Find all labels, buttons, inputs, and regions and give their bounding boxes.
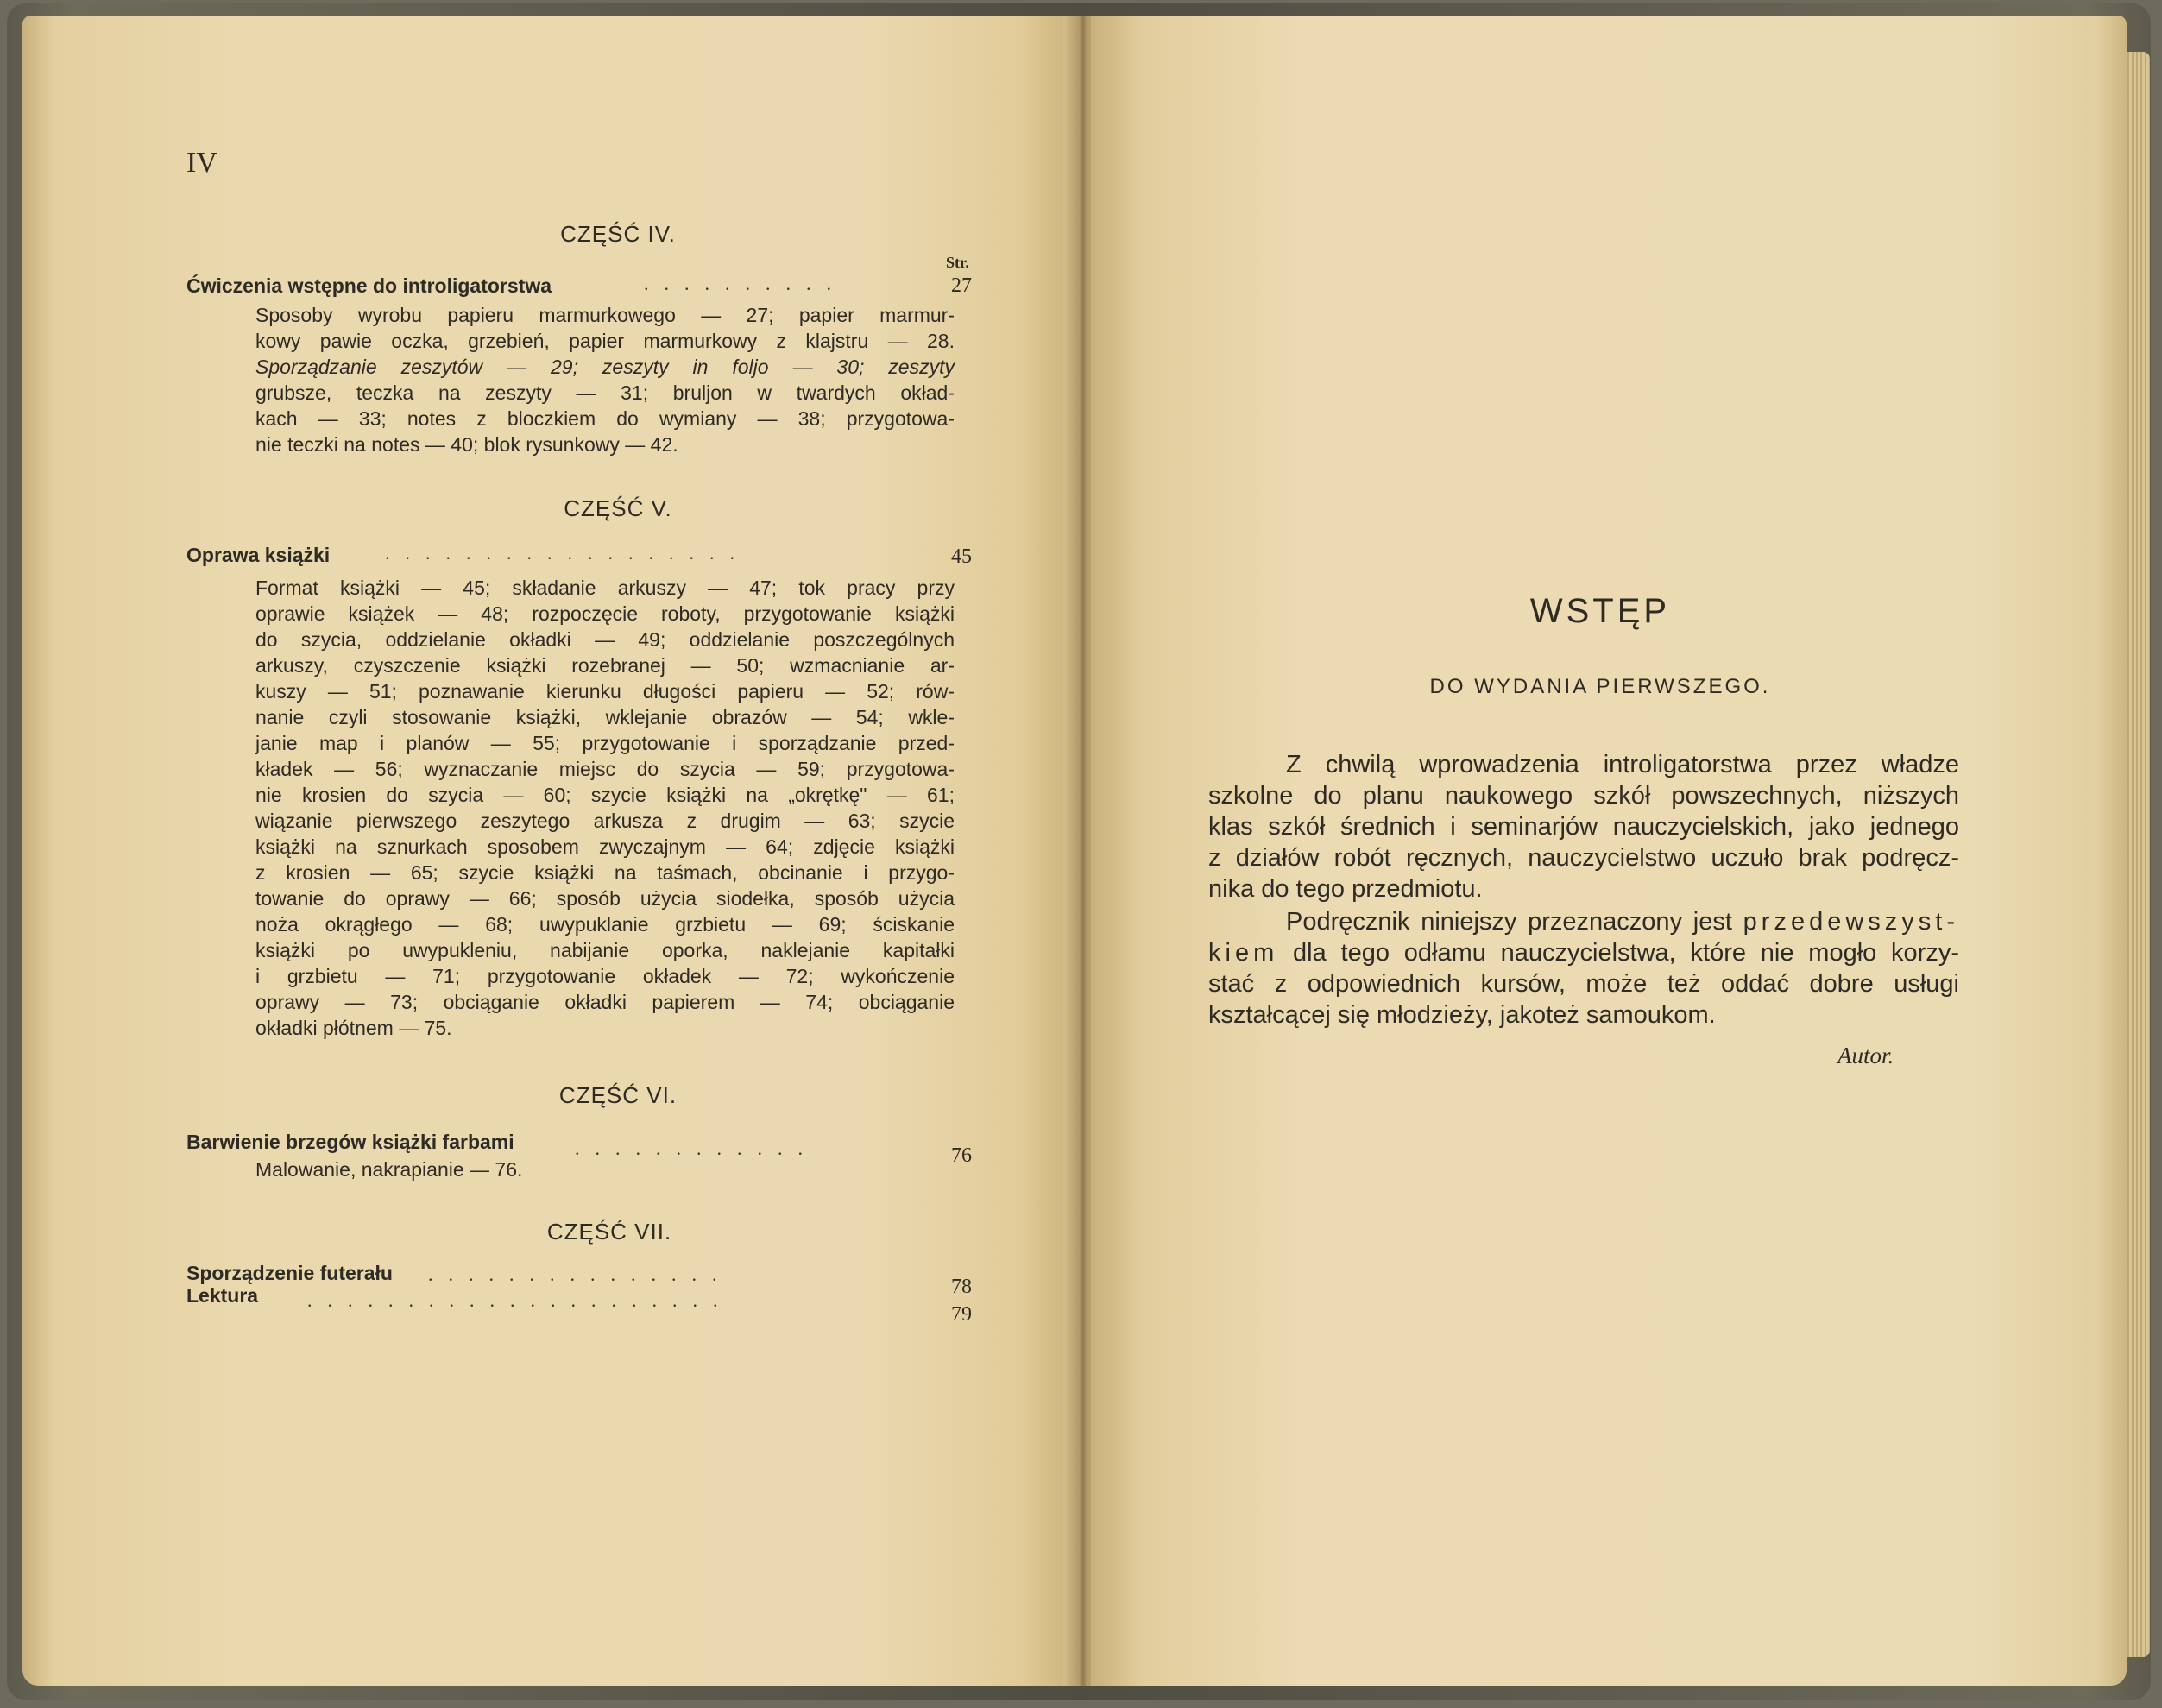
toc-line: nanie czyli stosowanie książki, wklejanie obrazów — 54; wkle- [255, 706, 955, 728]
toc-line: książki na sznurkach sposobem zwyczajnym — 64; zdjęcie książki [255, 835, 955, 858]
toc-line: noża okrągłego — 68; uwypuklanie grzbietu — 69; ściskanie [255, 913, 955, 936]
toc-subentries-vi [255, 1157, 522, 1182]
toc-line: kładek — 56; wyznaczanie miejsc do szycia — 59; przygotowa- [255, 758, 955, 780]
toc-line: grubsze, teczka na zeszyty — 31; bruljon w twardych okład- [255, 381, 955, 404]
toc-heading-lektura[interactable]: Lektura [186, 1284, 259, 1307]
toc-line: Malowanie, nakrapianie — 76. [255, 1158, 523, 1181]
toc-line: z krosien — 65; szycie książki na taśmach, obcinanie i przygo- [255, 861, 955, 884]
toc-page-76[interactable]: 76 [951, 1144, 972, 1167]
emphasis-text: kiem [1208, 939, 1279, 967]
intro-line: nika do tego przedmiotu. [1208, 875, 1483, 903]
toc-line: towanie do oprawy — 66; sposób użycia siodełka, sposób użycia [255, 887, 955, 910]
dot-leader: ............... [428, 1264, 733, 1285]
toc-line: oprawie książek — 48; rozpoczęcie roboty, przygotowanie książki [255, 602, 955, 625]
toc-page-27[interactable]: 27 [951, 274, 972, 297]
emphasis-text: przedewszyst- [1743, 908, 1959, 936]
toc-heading-cwiczenia[interactable]: Ćwiczenia wstępne do introligatorstwa [186, 274, 552, 297]
toc-line: kowy pawie oczka, grzebień, papier marmurkowy z klajstru — 28. [255, 330, 955, 352]
toc-line: kach — 33; notes z bloczkiem do wymiany — 38; przygotowa- [255, 407, 955, 430]
part-title-vii: CZĘŚĆ VII. [546, 1219, 672, 1245]
intro-paragraph-2 [1208, 906, 1959, 1030]
left-page [22, 16, 1074, 1686]
dot-leader: ..................... [307, 1289, 734, 1311]
intro-line: kształcącej się młodzieży, jakoteż samoukom. [1208, 1001, 1716, 1029]
intro-line: klas szkół średnich i seminarjów nauczycielskich, jako jednego [1208, 813, 1959, 841]
toc-heading-oprawa[interactable]: Oprawa książki [186, 544, 331, 566]
dot-leader: .......... [644, 273, 847, 294]
intro-line: Z chwilą wprowadzenia introligatorstwa przez władze [1286, 751, 1959, 778]
toc-line: Format książki — 45; składanie arkuszy — 47; tok pracy przy [255, 577, 955, 599]
intro-line: stać z odpowiednich kursów, może też oddać dobre usługi [1208, 970, 1959, 998]
part-title-vi: CZĘŚĆ VI. [558, 1082, 678, 1108]
toc-subentries-v [255, 575, 955, 1041]
part-title-v: CZĘŚĆ V. [564, 495, 672, 521]
toc-line: Sposoby wyrobu papieru marmurkowego — 27; papier marmur- [255, 304, 955, 326]
toc-heading-futeral[interactable]: Sporządzenie futerału [186, 1262, 393, 1284]
intro-line [1208, 937, 1959, 968]
toc-line: książki po uwypukleniu, nabijanie oporka, naklejanie kapitałki [255, 939, 955, 961]
page-number: IV [186, 147, 217, 179]
author-signature: Autor. [1837, 1043, 1894, 1068]
toc-line: i grzbietu — 71; przygotowanie okładek — 72; wykończenie [255, 965, 955, 987]
intro-paragraph-1 [1208, 749, 1959, 904]
dot-leader: ............ [575, 1138, 818, 1159]
toc-line: do szycia, oddzielanie okładki — 49; oddzielanie poszczególnych [255, 628, 955, 651]
intro-text: Podręcznik niniejszy przeznaczony jest [1286, 908, 1732, 936]
dot-leader: .................. [385, 542, 750, 564]
right-page [1091, 16, 2127, 1686]
intro-text: dla tego odłamu nauczycielstwa, które nie mogło korzy- [1293, 939, 1959, 967]
intro-line: szkolne do planu naukowego szkół powszechnych, niższych [1208, 782, 1959, 810]
toc-page-78[interactable]: 78 [951, 1276, 972, 1298]
intro-line: z działów robót ręcznych, nauczycielstwo uczuło brak podręcz- [1208, 844, 1959, 872]
toc-line: okładki płótnem — 75. [255, 1017, 452, 1039]
toc-line: janie map i planów — 55; przygotowanie i sporządzanie przed- [255, 732, 955, 754]
toc-line: wiązanie pierwszego zeszytego arkusza z drugim — 63; szycie [255, 810, 955, 832]
toc-line: nie krosien do szycia — 60; szycie książki na „okrętkę" — 61; [255, 784, 955, 806]
toc-line: arkuszy, czyszczenie książki rozebranej — 50; wzmacnianie ar- [255, 654, 955, 677]
toc-page-79[interactable]: 79 [951, 1303, 972, 1326]
intro-line [1208, 906, 1959, 937]
intro-title: WSTĘP [1529, 592, 1671, 630]
toc-page-45[interactable]: 45 [951, 545, 972, 568]
toc-line: nie teczki na notes — 40; blok rysunkowy — 42. [255, 433, 678, 456]
toc-subentries-iv [255, 302, 955, 457]
toc-line: Sporządzanie zeszytów — 29; zeszyty in foljo — 30; zeszyty [255, 356, 955, 378]
intro-subtitle: DO WYDANIA PIERWSZEGO. [1429, 675, 1771, 698]
toc-heading-barwienie[interactable]: Barwienie brzegów książki farbami [186, 1131, 514, 1153]
toc-line: oprawy — 73; obciąganie okładki papierem — 74; obciąganie [255, 991, 955, 1013]
toc-line: kuszy — 51; poznawanie kierunku długości papieru — 52; rów- [255, 680, 955, 703]
part-title-iv: CZĘŚĆ IV. [560, 221, 676, 247]
str-label: Str. [946, 254, 969, 271]
